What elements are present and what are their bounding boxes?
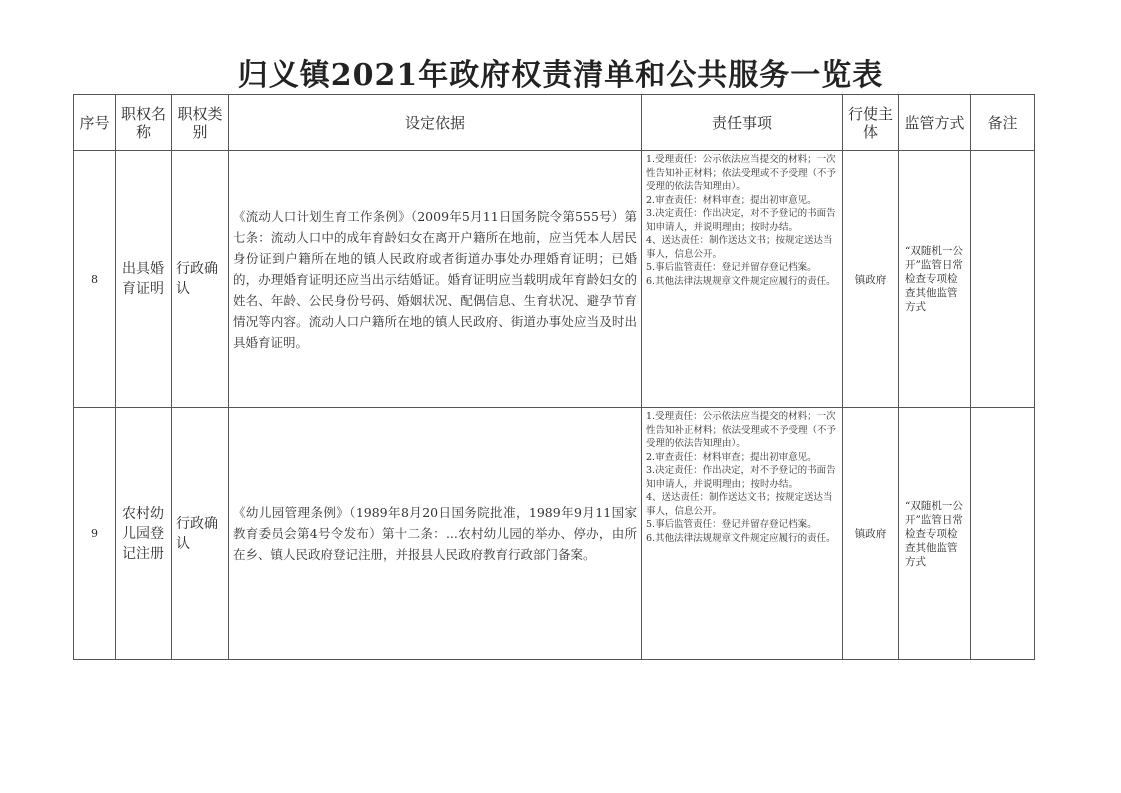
header-supervision: 监管方式 [899, 95, 971, 151]
responsibility-item: 2.审查责任：材料审查；提出初审意见。 [646, 194, 817, 206]
authority-table [73, 94, 1035, 660]
responsibility-item: 2.审查责任：材料审查；提出初审意见。 [646, 451, 817, 463]
row-basis: 《幼儿园管理条例》（1989年8月20日国务院批准，1989年9月11国家教育委员会第4号令发布）第十二条：...农村幼儿园的举办、停办，由所在乡、镇人民政府登记注册，并报县人民政府教育行政部门备案。 [229, 408, 642, 660]
row-seq: 9 [74, 408, 116, 660]
row-name: 出具婚育证明 [116, 151, 172, 408]
responsibility-item: 6.其他法律法规规章文件规定应履行的责任。 [646, 532, 836, 544]
row-name: 农村幼儿园登记注册 [116, 408, 172, 660]
header-seq: 序号 [74, 95, 116, 151]
page-title: 归义镇2021年政府权责清单和公共服务一览表 [237, 58, 884, 93]
responsibility-item: 1.受理责任：公示依法应当提交的材料；一次性告知补正材料；依法受理或不予受理（不予受理的依法告知理由）。 [646, 411, 837, 449]
responsibility-item: 4、送达责任：制作送达文书；按规定送达当事人，信息公开。 [646, 235, 833, 260]
row-responsibility [642, 151, 843, 408]
row-seq: 8 [74, 151, 116, 408]
header-name: 职权名称 [116, 95, 172, 151]
header-responsibility: 责任事项 [642, 95, 843, 151]
responsibility-item: 5.事后监管责任：登记并留存登记档案。 [646, 262, 817, 273]
table-row [74, 408, 1035, 660]
responsibility-item: 4、送达责任：制作送达文书；按规定送达当事人，信息公开。 [646, 492, 833, 517]
header-category: 职权类别 [172, 95, 229, 151]
row-remark [971, 408, 1035, 660]
responsibility-item: 3.决定责任：作出决定，对不予登记的书面告知申请人，并说明理由；按时办结。 [646, 465, 836, 490]
row-actor: 镇政府 [843, 151, 899, 408]
row-remark [971, 151, 1035, 408]
row-responsibility [642, 408, 843, 660]
row-actor: 镇政府 [843, 408, 899, 660]
header-actor: 行使主体 [843, 95, 899, 151]
row-basis: 《流动人口计划生育工作条例》（2009年5月11日国务院令第555号）第七条：流动人口中的成年育龄妇女在离开户籍所在地前，应当凭本人居民身份证到户籍所在地的镇人民政府或者街道办事处办理婚育证明；已婚的，办理婚育证明还应当出示结婚证。婚育证明应当载明成年育龄妇女的姓名、年龄、公民身份号码、婚姻状况、配偶信息、生育状况、避孕节育情况等内容。流动人口户籍所在地的镇人民政府、街道办事处应当及时出具婚育证明。 [229, 151, 642, 408]
row-supervision: “双随机一公开”监管日常检查专项检查其他监管方式 [899, 151, 971, 408]
header-basis: 设定依据 [229, 95, 642, 151]
responsibility-item: 5.事后监管责任：登记并留存登记档案。 [646, 519, 817, 530]
row-supervision: “双随机一公开”监管日常检查专项检查其他监管方式 [899, 408, 971, 660]
responsibility-item: 1.受理责任：公示依法应当提交的材料；一次性告知补正材料；依法受理或不予受理（不予受理的依法告知理由）。 [646, 154, 837, 192]
row-category: 行政确认 [172, 151, 229, 408]
header-remark: 备注 [971, 95, 1035, 151]
row-category: 行政确认 [172, 408, 229, 660]
responsibility-item: 3.决定责任：作出决定，对不予登记的书面告知申请人，并说明理由；按时办结。 [646, 208, 836, 233]
responsibility-item: 6.其他法律法规规章文件规定应履行的责任。 [646, 275, 836, 287]
table-row [74, 151, 1035, 408]
table-header-row [74, 95, 1035, 151]
